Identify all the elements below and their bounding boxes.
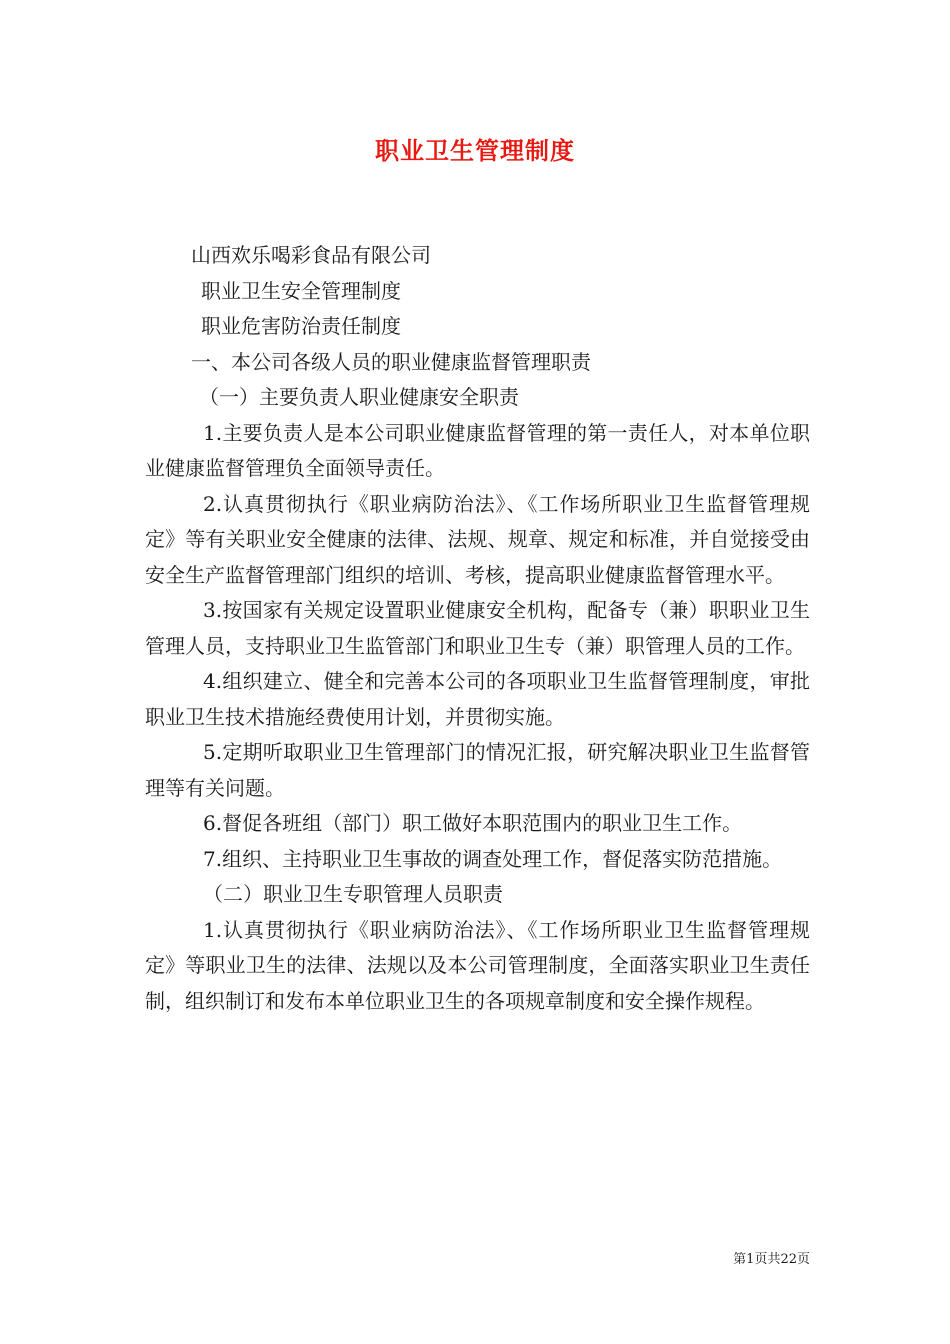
document-subtitle: 职业危害防治责任制度: [201, 314, 401, 338]
list-item: 4.组织建立、健全和完善本公司的各项职业卫生监督管理制度，审批职业卫生技术措施经费使用计划，并贯彻实施。: [145, 669, 810, 729]
subsection-heading: （二）职业卫生专职管理人员职责: [203, 882, 503, 906]
list-item: 1.认真贯彻执行《职业病防治法》、《工作场所职业卫生监督管理规定》等职业卫生的法律、法规以及本公司管理制度，全面落实职业卫生责任制，组织制订和发布本单位职业卫生的各项规章制度和安全操作规程。: [145, 917, 810, 1013]
document-body: [145, 238, 810, 1019]
list-item: 6.督促各班组（部门）职工做好本职范围内的职业卫生工作。: [203, 811, 743, 835]
list-item: 2.认真贯彻执行《职业病防治法》、《工作场所职业卫生监督管理规定》等有关职业安全健康的法律、法规、规章、规定和标准，并自觉接受由安全生产监督管理部门组织的培训、考核，提高职业健康监督管理水平。: [145, 491, 810, 587]
list-item: 3.按国家有关规定设置职业健康安全机构，配备专（兼）职职业卫生管理人员，支持职业卫生监管部门和职业卫生专（兼）职管理人员的工作。: [145, 598, 810, 658]
list-item: 1.主要负责人是本公司职业健康监督管理的第一责任人，对本单位职业健康监督管理负全面领导责任。: [145, 420, 810, 480]
list-item: 5.定期听取职业卫生管理部门的情况汇报，研究解决职业卫生监督管理等有关问题。: [145, 740, 810, 800]
document-title: 职业卫生管理制度: [375, 136, 575, 165]
company-name: 山西欢乐喝彩食品有限公司: [191, 243, 431, 267]
subsection-heading: （一）主要负责人职业健康安全职责: [199, 385, 519, 409]
section-heading: 一、本公司各级人员的职业健康监督管理职责: [191, 349, 591, 374]
list-item: 7.组织、主持职业卫生事故的调查处理工作，督促落实防范措施。: [203, 846, 783, 871]
page-number: 第1页共22页: [733, 1252, 810, 1267]
document-name: 职业卫生安全管理制度: [201, 278, 401, 303]
